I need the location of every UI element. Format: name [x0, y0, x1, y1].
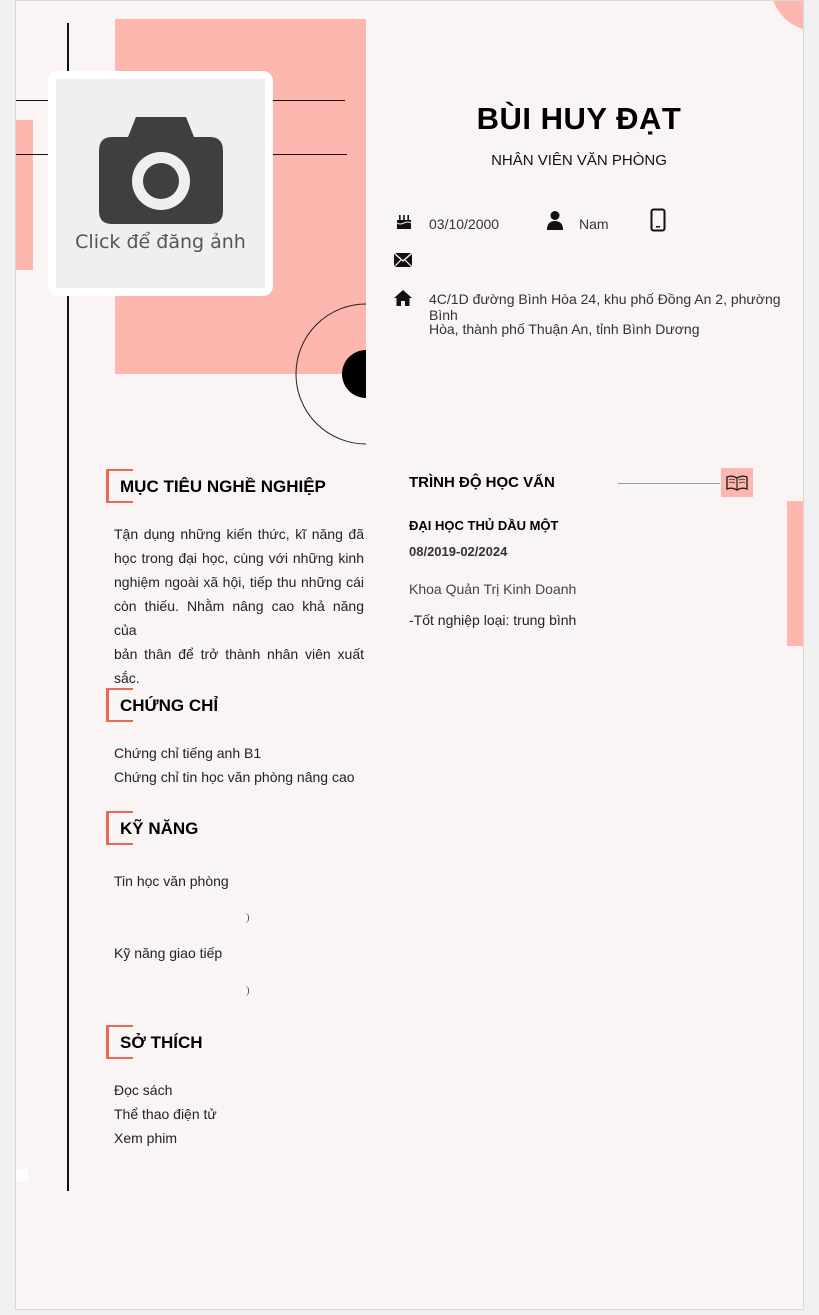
certificates-title: CHỨNG CHỈ: [120, 696, 219, 715]
graduation-result: -Tốt nghiệp loại: trung bình: [409, 612, 577, 628]
profile-photo-upload[interactable]: [48, 71, 273, 296]
address-line-1: 4C/1D đường Bình Hòa 24, khu phố Đồng An 2, phường Bình: [429, 291, 781, 323]
faculty-name: Khoa Quản Trị Kinh Doanh: [409, 581, 577, 597]
objective-heading: [106, 469, 349, 503]
candidate-name: BÙI HUY ĐẠT: [476, 101, 682, 136]
education-icon-box: [721, 468, 753, 497]
left-pink-strip: [16, 120, 33, 270]
right-pink-strip: [787, 501, 804, 646]
study-period: 08/2019-02/2024: [409, 544, 508, 559]
birthday-text: 03/10/2000: [429, 216, 500, 232]
home-icon: [393, 289, 413, 307]
decorative-circle: [294, 303, 366, 445]
objective-line: còn thiếu. Nhằm nâng cao khả năng của: [114, 598, 364, 638]
certificate-item: Chứng chỉ tin học văn phòng nâng cao: [114, 769, 355, 785]
skill-level-marker: [245, 913, 249, 923]
cake-icon: [395, 212, 413, 230]
certificate-item: Chứng chỉ tiếng anh B1: [114, 745, 262, 761]
left-edge-marker: [16, 1169, 28, 1181]
skill-item: Kỹ năng giao tiếp: [114, 945, 223, 961]
photo-placeholder[interactable]: [56, 79, 265, 288]
education-title: TRÌNH ĐỘ HỌC VẤN: [409, 474, 555, 491]
objective-line: bản thân để trở thành nhân viên xuất: [114, 646, 364, 662]
job-title: NHÂN VIÊN VĂN PHÒNG: [491, 152, 667, 169]
envelope-icon: [394, 253, 412, 267]
objective-line: Tận dụng những kiến thức, kĩ năng đã: [114, 526, 364, 542]
corner-pink-circle: [771, 0, 804, 31]
education-divider: [618, 483, 720, 484]
objective-line: sắc.: [114, 670, 140, 686]
hobbies-heading: [106, 1025, 349, 1059]
objective-line: nghiệm ngoài xã hội, tiếp thu những cái: [114, 574, 364, 590]
hobby-item: Xem phim: [114, 1130, 178, 1146]
book-icon: [726, 475, 748, 491]
objective-title: MỤC TIÊU NGHỀ NGHIỆP: [120, 477, 326, 496]
cv-page: [15, 0, 804, 1310]
phone-icon: [650, 208, 666, 232]
photo-upload-label: Click để đăng ảnh: [75, 230, 246, 253]
address-line-2: Hòa, thành phố Thuận An, tỉnh Bình Dương: [429, 321, 700, 337]
user-icon: [546, 210, 564, 230]
skill-level-marker: [245, 986, 249, 996]
hobby-item: Đọc sách: [114, 1082, 173, 1098]
objective-text: [114, 522, 364, 690]
skills-title: KỸ NĂNG: [120, 819, 199, 838]
skills-heading: [106, 811, 349, 845]
objective-line: học trong đại học, cùng với những kinh: [114, 550, 364, 566]
skill-item: Tin học văn phòng: [114, 873, 229, 889]
school-name: ĐẠI HỌC THỦ DẦU MỘT: [409, 518, 559, 533]
hobbies-title: SỞ THÍCH: [120, 1033, 203, 1052]
gender-text: Nam: [579, 216, 609, 232]
certificates-heading: [106, 688, 349, 722]
camera-icon: [98, 115, 224, 225]
hobby-item: Thể thao điện tử: [114, 1106, 217, 1122]
